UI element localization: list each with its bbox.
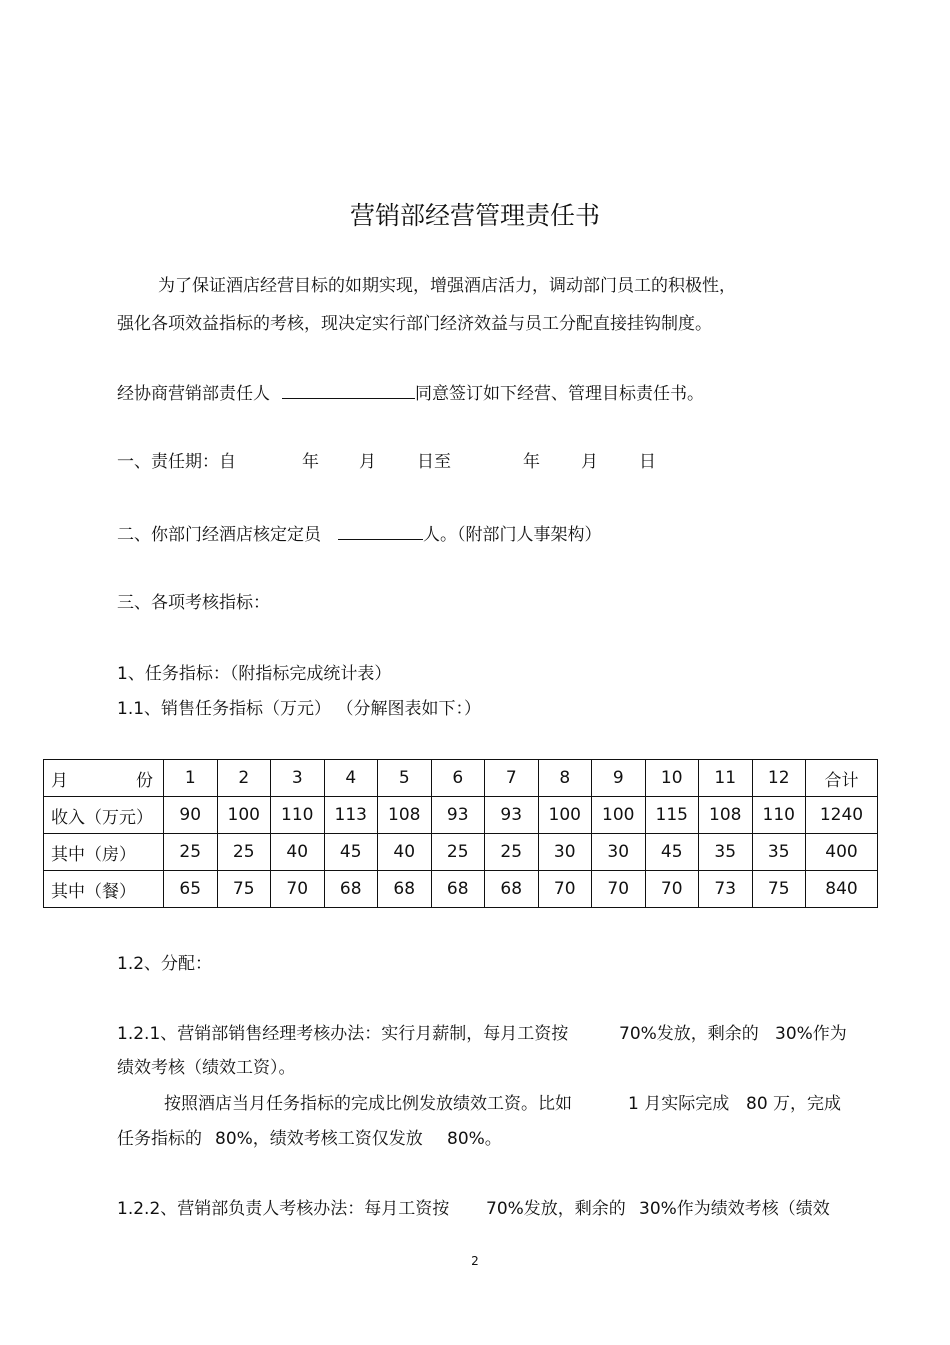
table-row: [44, 871, 878, 908]
value-cell: 68: [324, 871, 378, 908]
value-cell: 65: [164, 871, 218, 908]
task-heading: 1、任务指标：（附指标完成统计表）: [117, 664, 392, 684]
alloc-p2-c: 30%作为绩效考核（绩效: [639, 1199, 830, 1219]
value-cell: 30: [538, 834, 592, 871]
value-cell: 25: [431, 834, 485, 871]
section-3-heading: 三、各项考核指标：: [117, 593, 270, 613]
value-cell: 25: [164, 834, 218, 871]
period-year-2: 年: [523, 452, 540, 472]
alloc-p1-line1-a: 1.2.1、营销部销售经理考核办法：实行月薪制，每月工资按: [117, 1024, 569, 1044]
value-cell: 40: [378, 834, 432, 871]
alloc-p1-line1-c: 30%作为: [775, 1024, 847, 1044]
value-cell: 75: [217, 871, 271, 908]
alloc-p1-line4-c: 80%。: [447, 1129, 502, 1149]
month-cell: 7: [485, 760, 539, 797]
month-label-right: 份: [136, 770, 153, 791]
period-month-1: 月: [359, 452, 376, 472]
table-row: [44, 797, 878, 834]
period-day-to: 日至: [417, 452, 451, 472]
alloc-p1-line4-a: 任务指标的: [117, 1129, 202, 1149]
month-cell: 11: [699, 760, 753, 797]
period-day-2: 日: [639, 452, 656, 472]
value-cell: 110: [271, 797, 325, 834]
month-cell: 2: [217, 760, 271, 797]
month-cell: 3: [271, 760, 325, 797]
staffing-prefix: 二、你部门经酒店核定定员: [117, 525, 321, 545]
row-label: 其中（餐）: [44, 871, 164, 908]
value-cell: 68: [485, 871, 539, 908]
month-cell: 10: [645, 760, 699, 797]
period-label: 一、责任期：自: [117, 452, 236, 472]
sales-task-heading: 1.1、销售任务指标（万元） （分解图表如下：）: [117, 699, 481, 719]
month-cell: 5: [378, 760, 432, 797]
alloc-p1-line4-b: 80%，绩效考核工资仅发放: [215, 1129, 423, 1149]
month-cell: 4: [324, 760, 378, 797]
total-cell: 840: [806, 871, 878, 908]
agreement-line: [117, 380, 704, 405]
alloc-p2-a: 1.2.2、营销部负责人考核办法：每月工资按: [117, 1199, 450, 1219]
table-row: [44, 834, 878, 871]
row-label: 收入（万元）: [44, 797, 164, 834]
value-cell: 100: [592, 797, 646, 834]
responsible-person-blank[interactable]: [282, 380, 415, 399]
month-cell: 12: [752, 760, 806, 797]
staffing-line: [117, 521, 602, 546]
value-cell: 75: [752, 871, 806, 908]
intro-line-2: 强化各项效益指标的考核，现决定实行部门经济效益与员工分配直接挂钩制度。: [117, 314, 712, 334]
month-cell: 9: [592, 760, 646, 797]
value-cell: 40: [271, 834, 325, 871]
value-cell: 90: [164, 797, 218, 834]
total-cell: 400: [806, 834, 878, 871]
staffing-suffix: 人。（附部门人事架构）: [423, 525, 602, 545]
value-cell: 70: [592, 871, 646, 908]
value-cell: 73: [699, 871, 753, 908]
value-cell: 68: [431, 871, 485, 908]
alloc-p1-line2: 绩效考核（绩效工资）。: [117, 1058, 296, 1078]
month-header-cell: [44, 760, 164, 797]
alloc-p1-line3-c: 80 万，完成: [746, 1094, 842, 1114]
agreement-suffix: 同意签订如下经营、管理目标责任书。: [415, 384, 704, 404]
value-cell: 35: [752, 834, 806, 871]
month-label-left: 月: [51, 770, 68, 791]
value-cell: 100: [538, 797, 592, 834]
value-cell: 113: [324, 797, 378, 834]
value-cell: 93: [485, 797, 539, 834]
period-month-2: 月: [581, 452, 598, 472]
alloc-p1-line1-b: 70%发放，剩余的: [619, 1024, 759, 1044]
value-cell: 115: [645, 797, 699, 834]
value-cell: 100: [217, 797, 271, 834]
value-cell: 108: [699, 797, 753, 834]
value-cell: 70: [645, 871, 699, 908]
month-cell: 1: [164, 760, 218, 797]
alloc-p1-line3-b: 1 月实际完成: [628, 1094, 730, 1114]
value-cell: 110: [752, 797, 806, 834]
row-label: 其中（房）: [44, 834, 164, 871]
value-cell: 68: [378, 871, 432, 908]
period-year-1: 年: [302, 452, 319, 472]
alloc-p1-line3-a: 按照酒店当月任务指标的完成比例发放绩效工资。比如: [164, 1094, 572, 1114]
total-cell: 1240: [806, 797, 878, 834]
month-cell: 8: [538, 760, 592, 797]
value-cell: 93: [431, 797, 485, 834]
value-cell: 30: [592, 834, 646, 871]
document-title: 营销部经营管理责任书: [349, 201, 600, 230]
month-cell: 6: [431, 760, 485, 797]
value-cell: 45: [645, 834, 699, 871]
total-header-cell: 合计: [806, 760, 878, 797]
value-cell: 35: [699, 834, 753, 871]
agreement-prefix: 经协商营销部责任人: [117, 384, 270, 404]
value-cell: 70: [271, 871, 325, 908]
page-number: 2: [471, 1254, 479, 1268]
sales-target-table: [43, 759, 878, 908]
value-cell: 70: [538, 871, 592, 908]
table-header-row: [44, 760, 878, 797]
value-cell: 25: [217, 834, 271, 871]
intro-line-1: 为了保证酒店经营目标的如期实现，增强酒店活力，调动部门员工的积极性，: [158, 276, 736, 296]
value-cell: 108: [378, 797, 432, 834]
alloc-p2-b: 70%发放，剩余的: [486, 1199, 626, 1219]
staff-count-blank[interactable]: [338, 521, 423, 540]
value-cell: 45: [324, 834, 378, 871]
value-cell: 25: [485, 834, 539, 871]
allocation-heading: 1.2、分配：: [117, 954, 213, 974]
